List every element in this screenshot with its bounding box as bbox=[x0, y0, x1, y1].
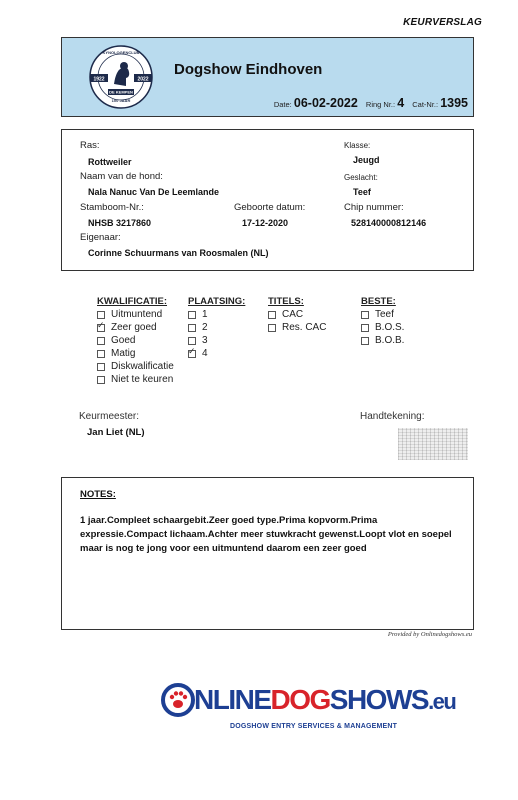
option-label: Diskwalificatie bbox=[111, 361, 174, 372]
checkbox-icon[interactable] bbox=[188, 337, 196, 345]
option-label: 1 bbox=[202, 309, 208, 320]
option-label: Zeer goed bbox=[111, 322, 157, 333]
option-label: Uitmuntend bbox=[111, 309, 163, 320]
logo-part-online: NLINE bbox=[194, 684, 271, 715]
ras-label: Ras: bbox=[80, 140, 100, 151]
kwalificatie-option[interactable] bbox=[97, 360, 174, 373]
stamboom-label: Stamboom-Nr.: bbox=[80, 202, 144, 213]
signature-label: Handtekening: bbox=[360, 411, 425, 422]
plaatsing-option[interactable] bbox=[188, 321, 245, 334]
checkbox-icon[interactable] bbox=[188, 324, 196, 332]
klasse-value: Jeugd bbox=[353, 155, 380, 165]
geslacht-value: Teef bbox=[353, 187, 371, 197]
beste-option[interactable] bbox=[361, 308, 404, 321]
seal-year-left: 1922 bbox=[93, 76, 105, 83]
logo-part-eu: .eu bbox=[428, 689, 456, 714]
notes-box bbox=[61, 477, 474, 630]
option-label: Teef bbox=[375, 309, 394, 320]
plaatsing-group bbox=[188, 296, 245, 360]
eigenaar-value: Corinne Schuurmans van Roosmalen (NL) bbox=[88, 248, 269, 258]
kwalificatie-option[interactable] bbox=[97, 373, 174, 386]
document-label: KEURVERSLAG bbox=[403, 17, 482, 28]
checkbox-icon[interactable] bbox=[97, 376, 105, 384]
dog-info-box bbox=[61, 129, 474, 271]
beste-option[interactable] bbox=[361, 334, 404, 347]
plaatsing-option[interactable] bbox=[188, 334, 245, 347]
option-label: CAC bbox=[282, 309, 304, 320]
cat-label: Cat-Nr.: bbox=[412, 100, 439, 109]
titels-option[interactable] bbox=[268, 308, 326, 321]
geboorte-label: Geboorte datum: bbox=[234, 202, 306, 213]
checkbox-icon[interactable] bbox=[361, 324, 369, 332]
header-box bbox=[61, 37, 474, 117]
kwalificatie-heading: KWALIFICATIE: bbox=[97, 296, 168, 307]
option-label: Matig bbox=[111, 348, 136, 359]
seal-bottom: 100 JAAR bbox=[111, 98, 131, 103]
checkbox-icon[interactable] bbox=[268, 311, 276, 319]
option-label: Niet te keuren bbox=[111, 374, 174, 385]
kwalificatie-option[interactable] bbox=[97, 347, 174, 360]
notes-title: NOTES: bbox=[80, 489, 116, 500]
geboorte-value: 17-12-2020 bbox=[242, 218, 289, 228]
signature-image bbox=[398, 428, 468, 460]
logo-wordmark bbox=[194, 680, 455, 722]
beste-group bbox=[361, 296, 404, 347]
paw-icon bbox=[160, 680, 196, 720]
logo-tagline: DOGSHOW ENTRY SERVICES & MANAGEMENT bbox=[230, 723, 398, 730]
option-label: B.O.B. bbox=[375, 335, 405, 346]
checkbox-icon[interactable] bbox=[361, 311, 369, 319]
checkbox-icon[interactable] bbox=[97, 337, 105, 345]
notes-text: 1 jaar.Compleet schaargebit.Zeer goed type.Prima kopvorm.Prima expressie.Compact lichaam.Achter meer stuwkracht gewenst.Loopt vlot en soepel maar is nog te jong voor een uitmuntend daarom een zeer goed bbox=[80, 515, 452, 554]
kwalificatie-option[interactable] bbox=[97, 334, 174, 347]
plaatsing-option[interactable] bbox=[188, 347, 245, 360]
eigenaar-label: Eigenaar: bbox=[80, 232, 121, 243]
ring-value: 4 bbox=[397, 96, 405, 110]
seal-top-text: KYNOLOGENCLUB bbox=[102, 50, 140, 55]
judge-name: Jan Liet (NL) bbox=[87, 427, 145, 438]
checkbox-icon[interactable] bbox=[97, 363, 105, 371]
ras-value: Rottweiler bbox=[88, 157, 132, 167]
beste-option[interactable] bbox=[361, 321, 404, 334]
option-label: Goed bbox=[111, 335, 136, 346]
ring-label: Ring Nr.: bbox=[365, 100, 396, 109]
naam-value: Nala Nanuc Van De Leemlande bbox=[88, 187, 220, 197]
logo-part-dog: DOG bbox=[270, 684, 330, 715]
titels-group bbox=[268, 296, 326, 334]
provided-by-text: Provided by Onlinedogshows.eu bbox=[387, 631, 472, 638]
checkbox-icon[interactable] bbox=[268, 324, 276, 332]
date-label: Date: bbox=[273, 100, 292, 109]
option-label: 4 bbox=[202, 348, 208, 359]
show-title: Dogshow Eindhoven bbox=[174, 61, 323, 78]
checkbox-icon[interactable] bbox=[188, 311, 196, 319]
date-value: 06-02-2022 bbox=[293, 96, 358, 110]
geslacht-label: Geslacht: bbox=[344, 173, 378, 182]
checkbox-icon[interactable] bbox=[361, 337, 369, 345]
judge-label: Keurmeester: bbox=[79, 411, 140, 422]
plaatsing-heading: PLAATSING: bbox=[188, 296, 246, 307]
logo-part-shows: SHOWS bbox=[329, 684, 429, 715]
option-label: 2 bbox=[202, 322, 208, 333]
plaatsing-option[interactable] bbox=[188, 308, 245, 321]
checkbox-icon[interactable] bbox=[188, 350, 196, 358]
naam-label: Naam van de hond: bbox=[80, 171, 163, 182]
option-label: 3 bbox=[202, 335, 208, 346]
checkbox-icon[interactable] bbox=[97, 350, 105, 358]
beste-heading: BESTE: bbox=[361, 296, 396, 307]
header-meta bbox=[274, 96, 468, 110]
chip-label: Chip nummer: bbox=[344, 202, 404, 213]
onlinedogshows-logo bbox=[160, 676, 456, 738]
club-seal-logo bbox=[88, 44, 154, 110]
klasse-label: Klasse: bbox=[344, 141, 371, 150]
chip-value: 528140000812146 bbox=[351, 218, 427, 228]
titels-heading: TITELS: bbox=[268, 296, 304, 307]
checkbox-icon[interactable] bbox=[97, 311, 105, 319]
stamboom-value: NHSB 3217860 bbox=[88, 218, 152, 228]
option-label: Res. CAC bbox=[282, 322, 327, 333]
kwalificatie-option[interactable] bbox=[97, 308, 174, 321]
checkbox-icon[interactable] bbox=[97, 324, 105, 332]
titels-option[interactable] bbox=[268, 321, 326, 334]
cat-value: 1395 bbox=[440, 96, 468, 110]
kwalificatie-group bbox=[97, 296, 174, 386]
kwalificatie-option[interactable] bbox=[97, 321, 174, 334]
seal-year-right: 2022 bbox=[137, 76, 149, 83]
option-label: B.O.S. bbox=[375, 322, 405, 333]
seal-banner: DE KEMPEN bbox=[109, 89, 133, 95]
